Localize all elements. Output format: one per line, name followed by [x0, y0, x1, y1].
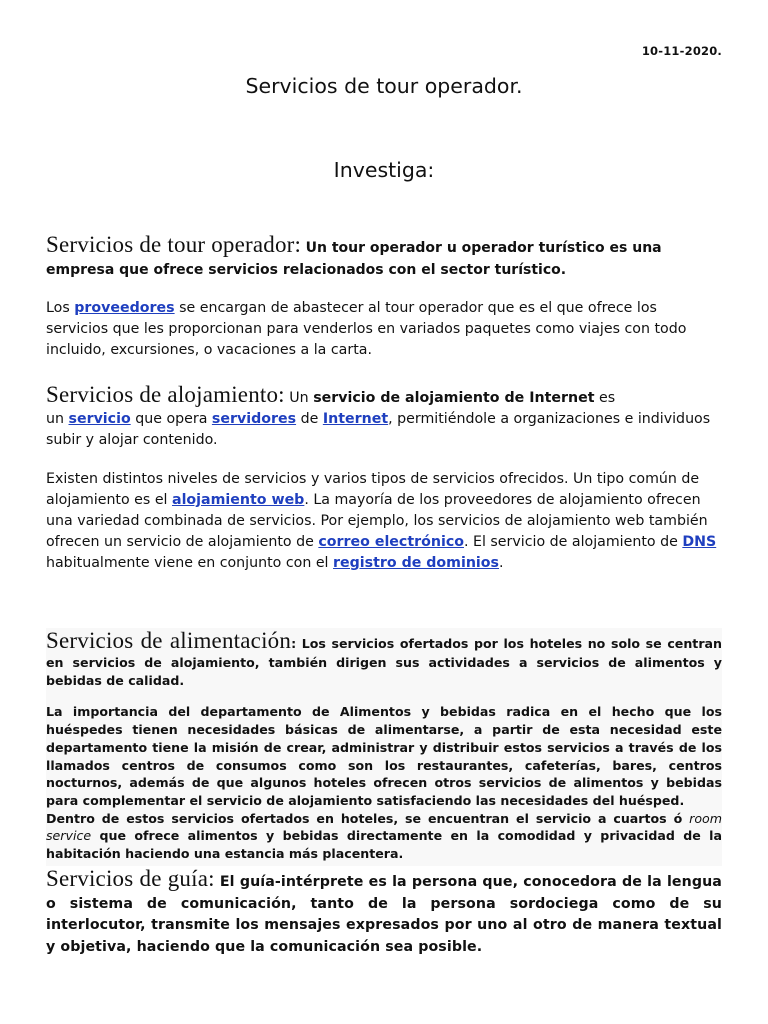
tour-paragraph: [46, 298, 722, 361]
section-alojamiento: [46, 384, 722, 451]
guia-text: El guía-intérprete es la persona que, conocedora de la lengua o sistema de comunicación, tanto de la persona sordociega como de su interlocutor, transmite los mensajes expresados por uno al otro de manera textual y objetiva, haciendo que la comunicación sea posible.: [46, 874, 722, 955]
aloj2-text-d: habitualmente viene en conjunto con el: [46, 555, 334, 571]
aloj-text-a: Un: [289, 390, 314, 406]
aloj2-text-c: . El servicio de alojamiento de: [463, 534, 683, 550]
tour-lead-line2: empresa que ofrece servicios relacionados con el sector turístico.: [46, 262, 567, 278]
section-tour-operador: [46, 234, 722, 281]
aloj2-text-b: . La mayoría de los proveedores de alojamiento ofrecen una variedad combinada de servicios. Por ejemplo, los servicios de alojamiento web también ofrecen un servicio de alojamiento de: [46, 492, 708, 550]
investiga-heading: Investiga:: [333, 158, 435, 182]
guia-heading: Servicios de guía:: [46, 866, 215, 891]
section-guia: [46, 868, 722, 958]
alim3-text-b: que ofrece alimentos y bebidas directamente en la comodidad y privacidad de la habitación haciendo una estancia más placentera.: [46, 828, 722, 862]
alojamiento-heading: Servicios de alojamiento:: [46, 382, 285, 407]
link-correo-electronico[interactable]: correo electrónico: [318, 534, 464, 550]
link-proveedores[interactable]: proveedores: [74, 300, 175, 316]
aloj-text-f: , permitiéndole a organizaciones e individuos subir y alojar contenido.: [46, 411, 711, 448]
link-servicio[interactable]: servicio: [68, 411, 131, 427]
tour-lead-line1: Un tour operador u operador turístico es una: [305, 240, 662, 256]
alimentacion-intro: [46, 628, 722, 689]
aloj-text-d: que opera: [130, 411, 212, 427]
document-date: 10-11-2020.: [641, 44, 722, 58]
room-service-term: room service: [46, 810, 722, 844]
tour-para-text-a: Los: [46, 300, 75, 316]
alimentacion-paragraph-2: La importancia del departamento de Alimentos y bebidas radica en el hecho que los huéspedes tienen necesidades básicas de alimentarse, a partir de esta necesidad este departamento tiene la misión de crear, administrar y distribuir estos servicios a través de los llamados centros de consumos como son los restaurantes, cafeterías, bares, centros nocturnos, además de que algunos hoteles ofrecen otros servicios de alimentos y bebidas para complementar el servicio de alojamiento satisfaciendo las necesidades del huésped.: [46, 704, 722, 808]
tour-heading: Servicios de tour operador:: [46, 232, 302, 257]
aloj2-text-e: .: [499, 555, 504, 571]
alimentacion-paragraph-3: [46, 810, 722, 863]
link-internet[interactable]: Internet: [322, 411, 389, 427]
aloj-text-c: un: [46, 411, 69, 427]
tour-para-text-b: se encargan de abastecer al tour operador que es el que ofrece los servicios que les proporcionan para venderlos en variados paquetes como viajes con todo incluido, excursiones, o vacaciones a la carta.: [46, 300, 687, 358]
alimentacion-heading: Servicios de alimentación: [46, 628, 292, 653]
link-dns[interactable]: DNS: [682, 534, 717, 550]
aloj2-text-a: Existen distintos niveles de servicios y varios tipos de servicios ofrecidos. Un tipo común de alojamiento es el: [46, 471, 700, 508]
alimentacion-intro-text: : Los servicios ofertados por los hoteles no solo se centran en servicios de alojamiento, también dirigen sus actividades a servicios de alimentos y bebidas de calidad.: [46, 636, 723, 688]
aloj-text-e: de: [296, 411, 323, 427]
alojamiento-paragraph-2: [46, 469, 722, 574]
aloj-text-b: es: [594, 390, 616, 406]
section-alimentacion: [46, 628, 722, 866]
aloj-bold-term: servicio de alojamiento de Internet: [313, 390, 595, 406]
link-alojamiento-web[interactable]: alojamiento web: [172, 492, 305, 508]
link-servidores[interactable]: servidores: [211, 411, 297, 427]
document-title: Servicios de tour operador.: [245, 74, 523, 98]
link-registro-dominios[interactable]: registro de dominios: [333, 555, 499, 571]
alim3-text-a: Dentro de estos servicios ofertados en hoteles, se encuentran el servicio a cuartos ó: [46, 810, 690, 826]
